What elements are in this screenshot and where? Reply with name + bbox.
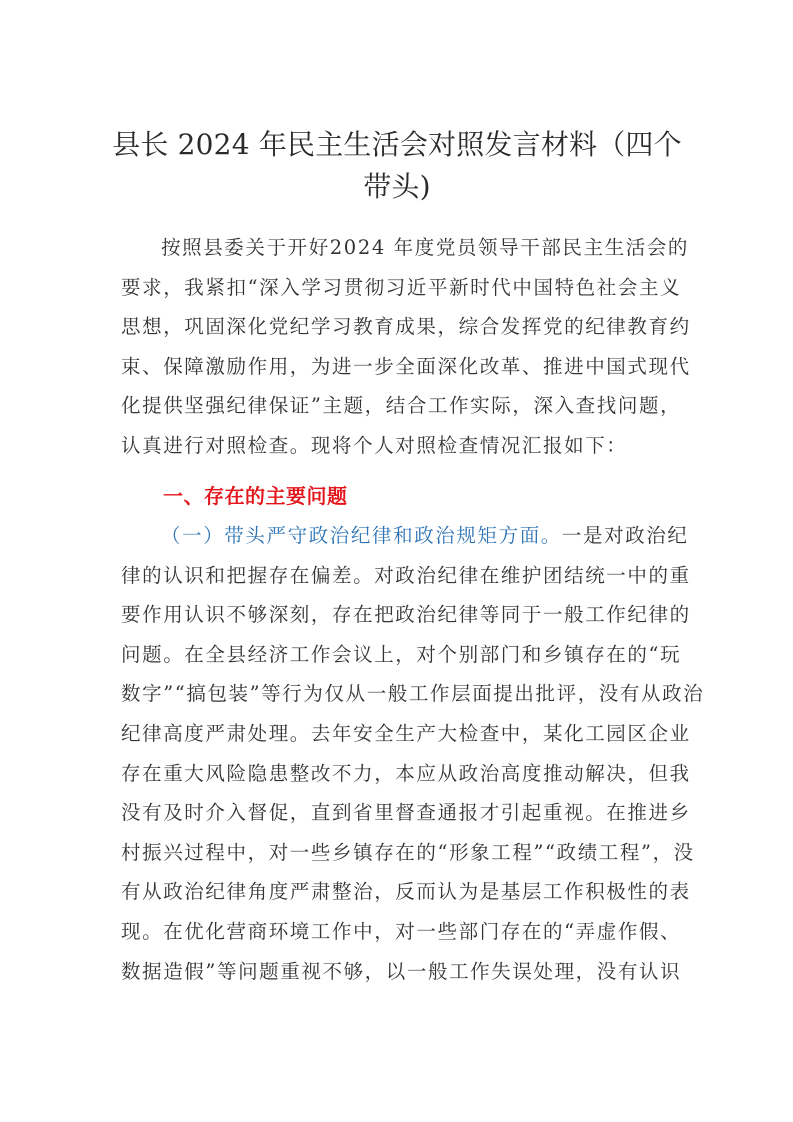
- intro-line: 束、保障激励作用，为进一步全面深化改革、推进中国式现代: [121, 354, 691, 378]
- paragraph-line: 存在重大风险隐患整改不力，本应从政治高度推动解决，但我: [121, 761, 691, 785]
- intro-line: 化提供坚强纪律保证”主题，结合工作实际，深入查找问题，: [121, 394, 682, 418]
- section-heading: 一、存在的主要问题: [163, 484, 348, 508]
- paragraph-line: 要作用认识不够深刻，存在把政治纪律等同于一般工作纪律的: [121, 603, 691, 627]
- subsection-paragraph: [121, 516, 705, 991]
- paragraph-line: 问题。在全县经济工作会议上，对个别部门和乡镇存在的“玩: [121, 642, 682, 666]
- paragraph-line: 纪律高度严肃处理。去年安全生产大检查中，某化工园区企业: [121, 721, 691, 745]
- paragraph-line: 数字”“搞包装”等行为仅从一般工作层面提出批评，没有从政治: [121, 682, 705, 706]
- document-title: [110, 124, 684, 208]
- paragraph-line: 没有及时介入督促，直到省里督查通报才引起重视。在推进乡: [121, 801, 691, 825]
- intro-line: 按照县委关于开好2024 年度党员领导干部民主生活会的: [161, 236, 690, 259]
- paragraph-line: 律的认识和把握存在偏差。对政治纪律在维护团结统一中的重: [121, 563, 691, 587]
- intro-line: 认真进行对照检查。现将个人对照检查情况汇报如下：: [121, 433, 628, 457]
- subsection-first-line-text: 一是对政治纪: [561, 524, 689, 547]
- paragraph-line: 有从政治纪律角度严肃整治，反而认为是基层工作积极性的表: [121, 880, 691, 904]
- paragraph-line: 村振兴过程中，对一些乡镇存在的“形象工程”“政绩工程”，没: [121, 840, 695, 864]
- intro-line: 思想，巩固深化党纪学习教育成果，综合发挥党的纪律教育约: [121, 315, 691, 339]
- paragraph-line: 现。在优化营商环境工作中，对一些部门存在的“弄虚作假、: [121, 919, 682, 943]
- title-line-2: 带头): [363, 170, 431, 203]
- intro-line: 要求，我紧扣“深入学习贯彻习近平新时代中国特色社会主义: [121, 275, 682, 299]
- intro-paragraph: [121, 228, 691, 466]
- subsection-first-line: [121, 516, 689, 556]
- paragraph-line: 数据造假”等问题重视不够，以一般工作失误处理，没有认识: [121, 959, 682, 983]
- subsection-heading: （一）带头严守政治纪律和政治规矩方面。: [161, 524, 562, 547]
- title-line-1: 县长 2024 年民主生活会对照发言材料（四个: [112, 128, 682, 161]
